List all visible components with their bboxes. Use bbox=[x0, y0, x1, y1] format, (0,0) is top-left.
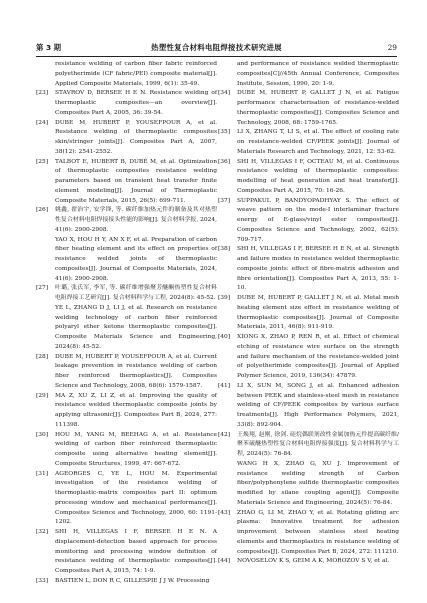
reference-entry bbox=[218, 158, 399, 197]
reference-text: HOU M, YANG M, BEEHAG A, et al. Resistance welding of carbon fiber reinforced thermoplastic composite using alternative heating element[J]. Composite Structures, 1999, 47: 667-672. bbox=[55, 431, 217, 467]
reference-entry bbox=[36, 158, 217, 207]
reference-entry bbox=[218, 431, 399, 460]
reference-text: 姚鑫, 翟治宇, 安学锋, 等. 碳纤维加热元件的制备及其对热塑性复合材料电阻焊接接头性能的影响[J]. 复合材料学报, 2024, 41(6): 2900-2908. bbox=[55, 207, 217, 233]
reference-text: ZHAO G, LI M, ZHAO Y, et al. Rotating gliding arc plasma: Innovative treatment for adhesion improvement between stainless steel heating elements and thermoplastics in resistance welding of composites[J]. Composites Part B, 2024, 272: 111210. bbox=[237, 509, 399, 555]
issue-number: 第 3 期 bbox=[36, 43, 62, 52]
reference-text: YAO X, HOU H Y, AN X F, et al. Preparation of carbon fiber heating element and its effect on properties of resistance welded joints of thermoplastic composites[J]. Journal of Composite Materials, 2024, 41(6): 2900-2908. bbox=[55, 236, 217, 282]
reference-entry bbox=[36, 304, 217, 353]
references-right-column bbox=[218, 60, 399, 567]
reference-text: BASTIEN L, DON R C, GILLESPIE J J W. Processing bbox=[55, 577, 210, 584]
reference-entry bbox=[36, 89, 217, 118]
reference-number: [41] bbox=[218, 382, 231, 389]
reference-text: DUBE M, HUBERT P, YOUSEFPOUR A, et al. Resistance welding of thermoplastic composites skin/stringer joints[J]. Composites Part A, 2007, 38(12): 2541-2552. bbox=[55, 119, 217, 155]
reference-number: [33] bbox=[36, 577, 49, 584]
reference-number: [23] bbox=[36, 90, 49, 97]
reference-entry bbox=[218, 382, 399, 431]
reference-text: WANG H X, ZHAO G, XU J. Improvement of resistance welding strength of Carbon fiber/polyphenylene sulfide thermoplastic composites modified by silane coupling agent[J]. Composite Materials Science and Engineering, 2024(5): 76-84. bbox=[237, 460, 399, 506]
reference-text: LI X, ZHANG T, LI S, et al. The effect of cooling rate on resistance-welded CF/PEEK joints[J]. Journal of Materials Research and Technology, 2021, 12: 53-62. bbox=[237, 129, 399, 155]
reference-number: [43] bbox=[218, 509, 231, 516]
reference-entry bbox=[36, 353, 217, 392]
running-header bbox=[36, 41, 397, 55]
reference-text: 叶璐, 张氏军, 李军, 等. 碳纤维增强聚芳醚酮热塑性复合材料电阻焊接工艺研究[J]. 复合材料科学与工程, 2024(8): 45-52. bbox=[55, 285, 217, 301]
reference-text: XIONG X, ZHAO P, REN R, et al. Effect of chemical etching of resistance wire surface on the strength and failure mechanism of the resistance-welded joint of polyetherimide composites[J]. Journal of Applied Polymer Science, 2019, 136(34): 47879. bbox=[237, 334, 399, 379]
reference-number: [31] bbox=[36, 470, 49, 477]
reference-entry bbox=[218, 245, 399, 294]
reference-entry bbox=[218, 60, 399, 89]
reference-number: [38] bbox=[218, 246, 231, 253]
reference-text: NOVOSELOV K S, GEIM A K, MOROZOV S V, et al. bbox=[237, 558, 390, 565]
reference-entry bbox=[218, 197, 399, 246]
reference-number: [36] bbox=[218, 158, 231, 165]
reference-text: MA Z, XU Z, LI Z, et al. Improving the quality of resistance welded thermoplastic composite joints by applying ultrasonic[J]. Composites Part B, 2024, 277: 111398. bbox=[55, 392, 217, 428]
reference-text: DUBE M, HUBERT P, YOUSEFPOUR A, et al. Current leakage prevention in resistance welding of carbon fiber reinforced thermoplastics[J]. Composites Science and Technology, 2008, 68(6): 1579-1587. bbox=[55, 353, 217, 389]
reference-number: [35] bbox=[218, 129, 231, 136]
reference-text: DUBE M, HUBERT P, GALLET J N, et al. Metal mesh heating element size effect in resistance welding of thermoplastic composites[J]. Journal of Composite Materials, 2011, 46(8): 911-919. bbox=[237, 295, 399, 331]
reference-text: resistance welding of carbon fiber fabric reinforced polyetherimide (CF fabric/PEI) composite material[J]. Applied Composite Materials, 1999, 6(1): 35-49. bbox=[55, 61, 217, 87]
reference-entry bbox=[36, 528, 217, 577]
reference-number: [25] bbox=[36, 158, 49, 165]
reference-entry bbox=[36, 577, 217, 587]
reference-entry bbox=[36, 236, 217, 285]
reference-number: [28] bbox=[36, 353, 49, 360]
reference-entry bbox=[36, 470, 217, 529]
reference-number: [27] bbox=[36, 285, 49, 292]
reference-number: [44] bbox=[218, 558, 231, 565]
reference-entry bbox=[218, 333, 399, 382]
reference-entry bbox=[36, 119, 217, 158]
header-rule bbox=[36, 56, 397, 57]
reference-text: AGEORGES C, YE L, HOU M. Experimental investigation of the resistance welding of thermoplastic-matrix composites part II: optimum processing window and mechanical performance[J]. Composites Science and Technology, 2000, 60: 1191-1202. bbox=[55, 470, 217, 526]
reference-number: [32] bbox=[36, 529, 49, 535]
reference-number: [40] bbox=[218, 334, 231, 340]
reference-number: [37] bbox=[218, 197, 231, 204]
page-number: 29 bbox=[387, 43, 397, 52]
reference-number: [39] bbox=[218, 295, 231, 301]
reference-text: STAVROV D, BERSEE H E N. Resistance welding of thermoplastic composites—an overview[J]. Composites Part A, 2005, 36: 39-54. bbox=[55, 90, 217, 116]
reference-entry bbox=[218, 89, 399, 128]
reference-entry bbox=[36, 392, 217, 431]
references-left-column bbox=[36, 60, 217, 587]
reference-entry bbox=[218, 509, 399, 558]
reference-entry bbox=[36, 284, 217, 304]
reference-entry bbox=[218, 460, 399, 509]
reference-text: DUBE M, HUBERT P, GALLET J N, et al. Fatigue performance characterisation of resistance-welded thermoplastic composites[J]. Composites Science and Technology, 2008, 68: 1759-1765. bbox=[237, 90, 399, 126]
reference-text: SHI H, VILLEGAS I F, BERSEE H E N, et al. Strength and failure modes in resistance welded thermoplastic composite joints: effect of fibre-matrix adhesion and fibre orientation[J]. Composites Part A, 2013, 55: 1-10. bbox=[237, 246, 399, 292]
reference-entry bbox=[218, 557, 399, 567]
reference-entry bbox=[218, 128, 399, 157]
reference-number: [34] bbox=[218, 90, 231, 97]
reference-text: 王焕翔, 赵刚, 徐剑. 硅烷偶联剂改性金属加热元件提高碳纤维/聚苯硫醚热塑性复合材料电阻焊接强度[J]. 复合材料科学与工程, 2024(5): 76-84. bbox=[237, 431, 399, 457]
reference-number: [24] bbox=[36, 119, 49, 126]
journal-section-title: 热塑性复合材料电阻焊接技术研究进展 bbox=[151, 43, 282, 52]
reference-entry bbox=[36, 206, 217, 235]
reference-text: SUPPAKUL P, BANDYOPADHYAY S. The effect of weave pattern on the mode-I interlaminar fracture energy of E-glass/vinyl ester composites[J]. Composites Science and Technology, 2002, 62(5): 709-717. bbox=[237, 197, 399, 243]
reference-entry bbox=[36, 431, 217, 470]
reference-text: SHI H, VILLEGAS I F, OCTEAU M, et al. Continuous resistance welding of thermoplastic composites: modelling of heat generation and heat transfer[J]. Composites Part A, 2015, 70: 16-26. bbox=[237, 158, 399, 194]
reference-number: [29] bbox=[36, 392, 49, 399]
reference-text: SHI H, VILLEGAS I F, BERSEE H E N. A displacement-detection based approach for process monitoring and processing window definition of resistance welding of thermoplastic composites[J]. Composites Part A, 2015, 74: 1-9. bbox=[55, 529, 217, 574]
reference-text: LI X, SUN M, SONG J, et al. Enhanced adhesion between PEEK and stainless-steel mesh in resistance welding of CF/PEEK composites by various surface treatments[J]. High Performance Polymers, 2021, 33(8): 892-904. bbox=[237, 382, 399, 428]
reference-entry bbox=[36, 60, 217, 89]
reference-text: TALBOT E, HUBERT B, DUBÉ M, et al. Optimization of thermoplastic composites resistance welding parameters based on transient heat transfer finite element modeling[J]. Journal of Thermoplastic Composite Materials, 2015, 26(5): 699-711. bbox=[55, 158, 217, 204]
reference-text: YE L, ZHANG D J, LI J, et al. Research on resistance welding technology of carbon fiber reinforced polyaryl ether ketone thermoplastic composites[J]. Composite Materials Science and Engineering, 2024(8): 45-52. bbox=[55, 304, 217, 350]
reference-entry bbox=[218, 294, 399, 333]
reference-number: [26] bbox=[36, 207, 49, 214]
reference-number: [30] bbox=[36, 431, 49, 438]
reference-number: [42] bbox=[218, 431, 231, 438]
reference-text: and performance of resistance welded thermoplastic composites[C]//45th Annual Conference, Composites Institute, Session, 1990, 20: 1-9. bbox=[237, 61, 399, 87]
